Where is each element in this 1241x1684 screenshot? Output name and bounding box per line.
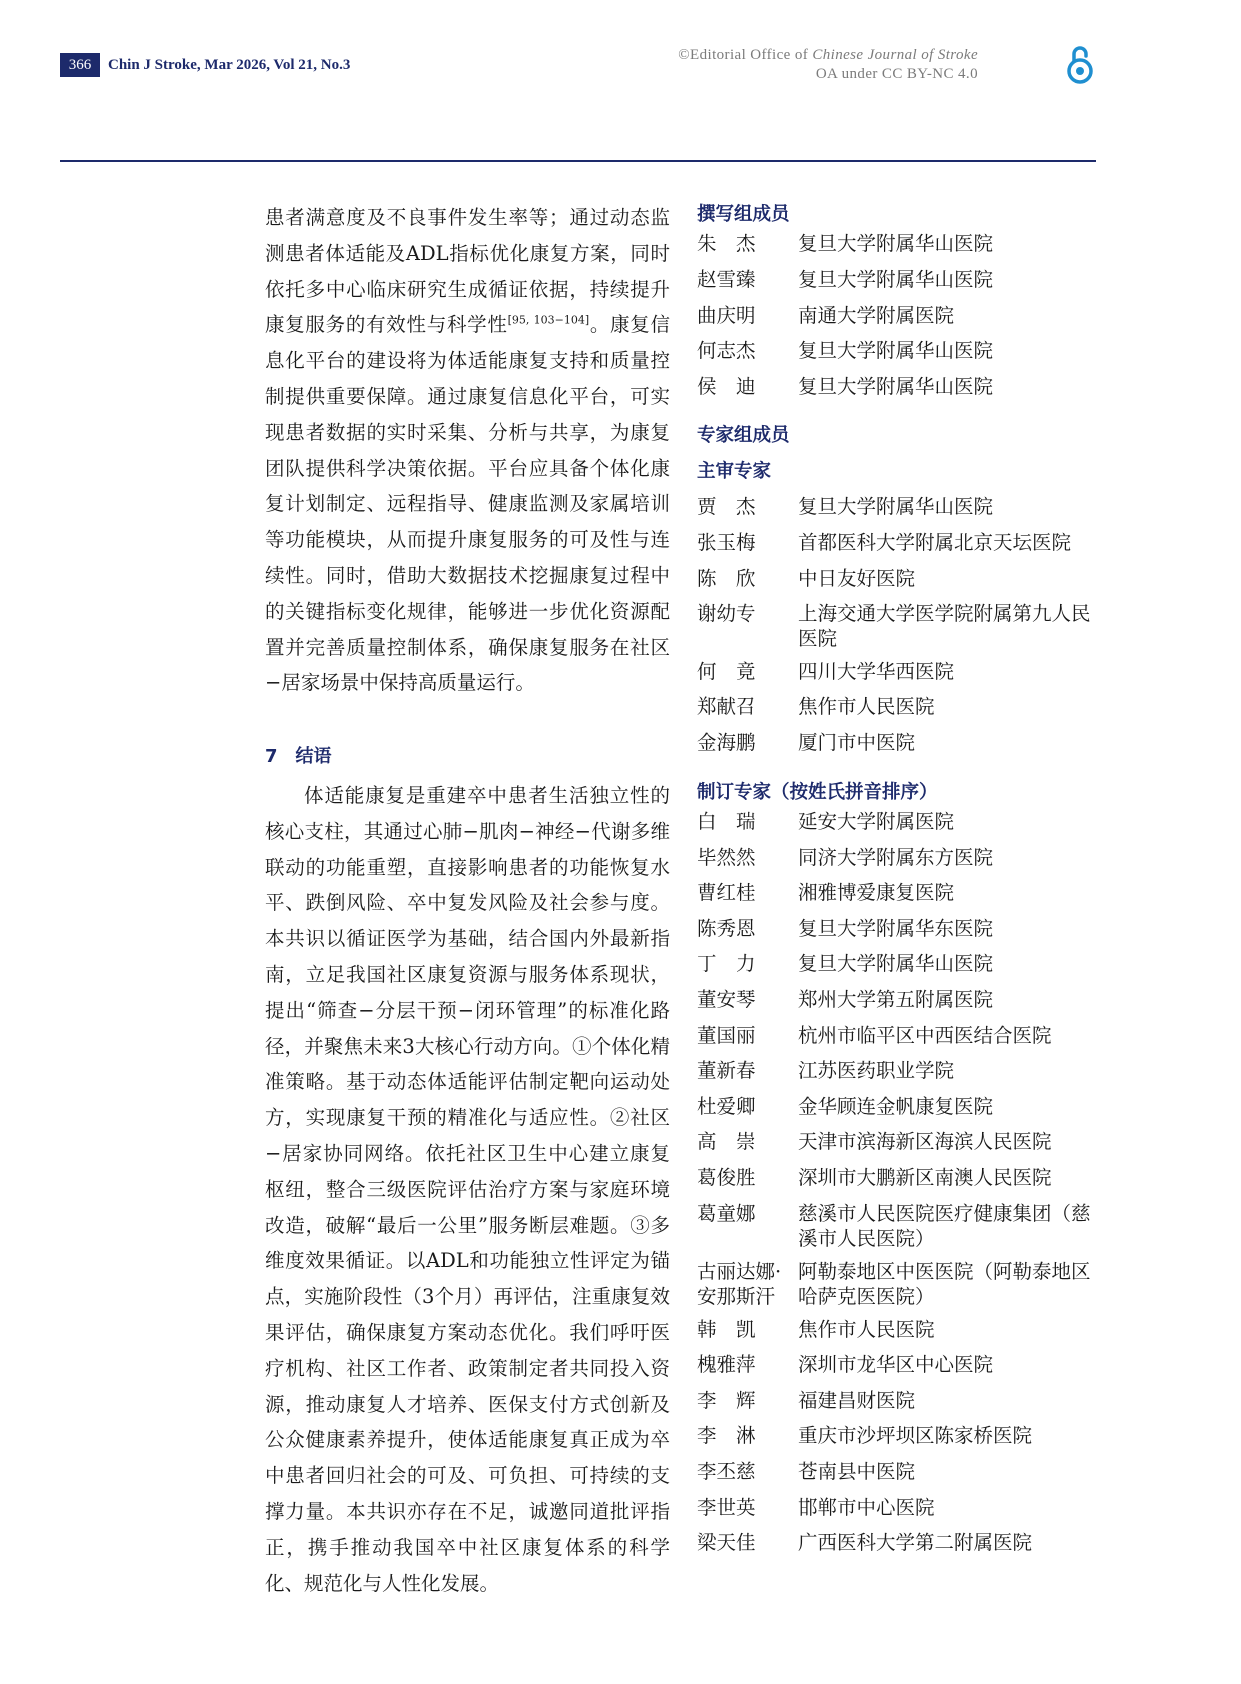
member-affiliation: 复旦大学附属华山医院 <box>798 267 994 291</box>
member-name: 郑献召 <box>697 695 756 718</box>
member-name: 槐雅萍 <box>697 1353 756 1377</box>
member-affiliation: 中日友好医院 <box>798 567 916 590</box>
member-affiliation: 苍南县中医院 <box>798 1460 916 1483</box>
member-affiliation: 深圳市大鹏新区南澳人民医院 <box>798 1166 1052 1189</box>
member-affiliation: 湘雅博爱康复医院 <box>798 881 955 905</box>
license-line: OA under CC BY-NC 4.0 <box>815 66 978 82</box>
member-name: 董国丽 <box>697 1023 756 1047</box>
member-name: 赵雪臻 <box>697 267 756 291</box>
member-name: 李 淋 <box>697 1424 756 1448</box>
conclusion-paragraph: 体适能康复是重建卒中患者生活独立性的核心支柱，其通过心肺−肌肉−神经−代谢多维联动的功能重塑，直接影响患者的功能恢复水平、跌倒风险、卒中复发风险及社会参与度。本共识以循证医学为基础，结合国内外最新指南，立足我国社区康复资源与服务体系现状，提出“筛查−分层干预−闭环管理”的标准化路径，并聚焦未来3大核心行动方向。①个体化精准策略。基于动态体适能评估制定靶向运动处方，实现康复干预的精准化与适应性。②社区−居家协同网络。依托社区卫生中心建立康复枢纽，整合三级医院评估治疗方案与家庭环境改造，破解“最后一公里”服务断层难题。③多维度效果循证。以ADL和功能独立性评定为锚点，实施阶段性（3个月）再评估，注重康复效果评估，确保康复方案动态优化。我们呼吁医疗机构、社区工作者、政策制定者共同投入资源，推动康复人才培养、医保支付方式创新及公众健康素养提升，使体适能康复真正成为卒中患者回归社会的可及、可负担、可持续的支撑力量。本共识亦存在不足，诚邀同道批评指正，携手推动我国卒中社区康复体系的科学化、规范化与人性化发展。 <box>265 784 670 1595</box>
member-affiliation: 广西医科大学第二附属医院 <box>798 1531 1033 1555</box>
member-affiliation: 焦作市人民医院 <box>798 1317 935 1341</box>
member-affiliation: 焦作市人民医院 <box>798 695 935 718</box>
member-name: 葛俊胜 <box>697 1166 756 1189</box>
citation-ref: [95, 103−104] <box>507 313 590 327</box>
member-affiliation: 郑州大学第五附属医院 <box>798 988 994 1011</box>
section-heading <box>265 742 332 768</box>
member-affiliation: 杭州市临平区中西医结合医院 <box>798 1023 1052 1047</box>
member-affiliation: 延安大学附属医院 <box>798 810 955 833</box>
member-name: 毕然然 <box>697 845 756 869</box>
member-affiliation: 复旦大学附属华山医院 <box>798 232 994 255</box>
member-name: 韩 凯 <box>697 1317 756 1341</box>
member-name: 白 瑞 <box>697 810 756 833</box>
header-divider <box>60 160 1096 162</box>
member-affiliation: 重庆市沙坪坝区陈家桥医院 <box>798 1424 1033 1448</box>
member-name: 朱 杰 <box>697 232 756 255</box>
left-column <box>265 200 670 701</box>
member-affiliation: 复旦大学附属华山医院 <box>798 952 994 976</box>
member-affiliation: 复旦大学附属华山医院 <box>798 375 994 399</box>
body-paragraph: 患者满意度及不良事件发生率等；通过动态监测患者体适能及ADL指标优化康复方案，同时依托多中心临床研究生成循证依据，持续提升康复服务的有效性与科学性[95, 103−104]。康复信息化平台的建设将为体适能康复支持和质量控制提供重要保障。通过康复信息化平台，可实现患者数据的实时采集、分析与共享，为康复团队提供科学决策依据。平台应具备个体化康复计划制定、远程指导、健康监测及家属培训等功能模块，从而提升康复服务的可及性与连续性。同时，借助大数据技术挖掘康复过程中的关键指标变化规律，能够进一步优化资源配置并完善质量控制体系，确保康复服务在社区−居家场景中保持高质量运行。 <box>265 206 670 695</box>
member-name: 张玉梅 <box>697 531 756 554</box>
member-name: 陈 欣 <box>697 567 756 590</box>
drafting-experts-heading: 制订专家（按姓氏拼音排序） <box>697 782 938 803</box>
member-affiliation: 邯郸市中心医院 <box>798 1495 935 1519</box>
member-name: 何志杰 <box>697 339 756 363</box>
member-affiliation: 金华顾连金帆康复医院 <box>798 1094 994 1118</box>
page-number: 366 <box>60 53 100 77</box>
member-name: 高 崇 <box>697 1130 756 1154</box>
expert-group-heading: 专家组成员 <box>697 425 790 446</box>
writing-group-heading: 撰写组成员 <box>697 204 790 225</box>
member-affiliation: 天津市滨海新区海滨人民医院 <box>798 1130 1052 1154</box>
chief-reviewers-heading: 主审专家 <box>697 461 772 482</box>
member-affiliation: 同济大学附属东方医院 <box>798 845 994 869</box>
member-name: 金海鹏 <box>697 731 756 754</box>
member-name: 谢幼专 <box>697 602 756 625</box>
member-name: 董安琴 <box>697 988 756 1011</box>
copyright-notice <box>678 46 978 84</box>
member-affiliation: 复旦大学附属华山医院 <box>798 339 994 363</box>
member-name: 杜爱卿 <box>697 1094 756 1118</box>
member-affiliation: 江苏医药职业学院 <box>798 1059 955 1083</box>
member-affiliation: 上海交通大学医学院附属第九人民医院 <box>798 602 1091 650</box>
member-affiliation: 厦门市中医院 <box>798 731 916 754</box>
member-name: 梁天佳 <box>697 1531 756 1555</box>
member-affiliation: 慈溪市人民医院医疗健康集团（慈溪市人民医院） <box>798 1201 1091 1250</box>
member-name: 丁 力 <box>697 952 756 976</box>
member-affiliation: 首都医科大学附属北京天坛医院 <box>798 531 1072 554</box>
member-name: 葛童娜 <box>697 1201 756 1225</box>
section-title: 结语 <box>295 746 332 767</box>
member-name: 李丕慈 <box>697 1460 756 1483</box>
copyright-line: ©Editorial Office of Chinese Journal of Stroke <box>678 47 978 63</box>
journal-name: Chinese Journal of Stroke <box>812 47 978 63</box>
member-name: 贾 杰 <box>697 495 756 518</box>
member-affiliation: 复旦大学附属华东医院 <box>798 916 994 940</box>
member-name: 曹红桂 <box>697 881 756 905</box>
member-name: 曲庆明 <box>697 303 756 327</box>
member-name: 李世英 <box>697 1495 756 1519</box>
member-name: 陈秀恩 <box>697 916 756 940</box>
section-number: 7 <box>265 746 278 767</box>
member-affiliation: 深圳市龙华区中心医院 <box>798 1353 994 1377</box>
member-affiliation: 阿勒泰地区中医医院（阿勒泰地区哈萨克医医院） <box>798 1259 1091 1308</box>
journal-citation: Chin J Stroke, Mar 2026, Vol 21, No.3 <box>108 57 351 73</box>
member-affiliation: 福建昌财医院 <box>798 1388 916 1412</box>
member-name: 古丽达娜· 安那斯汗 <box>697 1259 782 1308</box>
member-name: 何 竟 <box>697 660 756 683</box>
conclusion-section <box>265 778 670 1601</box>
member-affiliation: 四川大学华西医院 <box>798 660 955 683</box>
member-name: 李 辉 <box>697 1388 756 1412</box>
member-affiliation: 复旦大学附属华山医院 <box>798 495 994 518</box>
member-name: 董新春 <box>697 1059 756 1083</box>
open-access-lock-icon <box>1066 44 1094 84</box>
member-name: 侯 迪 <box>697 375 756 399</box>
member-affiliation: 南通大学附属医院 <box>798 303 955 327</box>
